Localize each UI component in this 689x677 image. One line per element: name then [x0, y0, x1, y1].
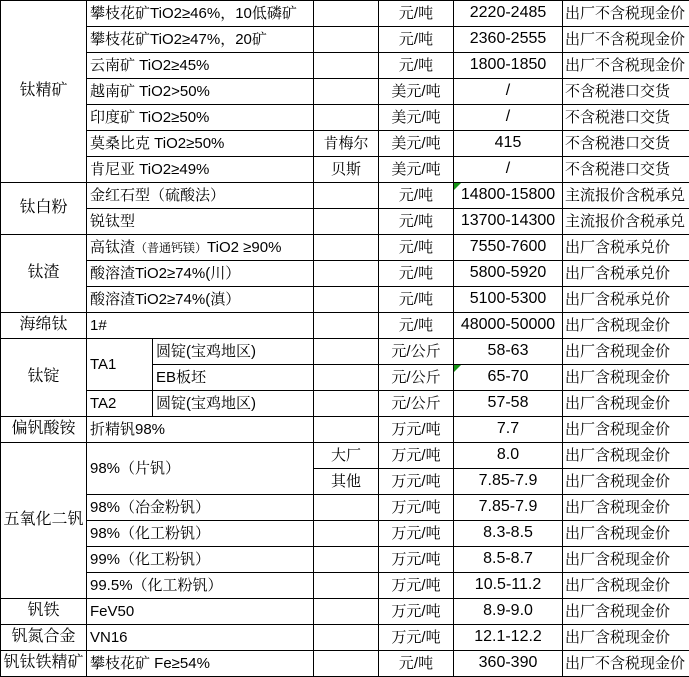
cell-location	[314, 391, 379, 417]
cell-category: 钛渣	[1, 235, 87, 313]
table-row	[1, 27, 689, 53]
cell-unit: 元/吨	[379, 1, 454, 27]
cell-subproduct: EB板坯	[153, 365, 314, 391]
cell-price: 2220-2485	[454, 1, 563, 27]
cell-location	[314, 651, 379, 677]
cell-location: 大厂	[314, 443, 379, 469]
cell-terms: 出厂含税现金价	[563, 339, 689, 365]
cell-product: 酸溶渣TiO2≥74%(川）	[87, 261, 314, 287]
cell-product: 锐钛型	[87, 209, 314, 235]
cell-location	[314, 313, 379, 339]
cell-price: 8.0	[454, 443, 563, 469]
price-value: 65-70	[487, 368, 529, 386]
cell-price	[454, 183, 563, 209]
cell-terms: 出厂不含税现金价	[563, 651, 689, 677]
cell-product: 酸溶渣TiO2≥74%(滇）	[87, 287, 314, 313]
cell-price: 8.9-9.0	[454, 599, 563, 625]
cell-location	[314, 339, 379, 365]
cell-price: 5100-5300	[454, 287, 563, 313]
cell-category: 海绵钛	[1, 313, 87, 339]
cell-category: 钒钛铁精矿	[1, 651, 87, 677]
cell-price: 10.5-11.2	[454, 573, 563, 599]
cell-location	[314, 547, 379, 573]
cell-location	[314, 495, 379, 521]
cell-unit: 元/公斤	[379, 339, 454, 365]
cell-price: 8.5-8.7	[454, 547, 563, 573]
cell-terms: 出厂不含税现金价	[563, 53, 689, 79]
cell-terms: 出厂含税现金价	[563, 495, 689, 521]
cell-product: VN16	[87, 625, 314, 651]
cell-unit: 元/吨	[379, 651, 454, 677]
cell-price: 360-390	[454, 651, 563, 677]
table-row	[1, 443, 689, 469]
cell-unit: 元/吨	[379, 27, 454, 53]
cell-product: 折精钒98%	[87, 417, 314, 443]
cell-grade: TA1	[87, 339, 153, 391]
cell-terms: 出厂含税承兑价	[563, 261, 689, 287]
table-row	[1, 157, 689, 183]
cell-product: 攀枝花矿TiO2≥47%，20矿	[87, 27, 314, 53]
cell-price	[454, 365, 563, 391]
cell-category: 钛锭	[1, 339, 87, 417]
cell-product: FeV50	[87, 599, 314, 625]
cell-unit: 美元/吨	[379, 131, 454, 157]
cell-category: 钛精矿	[1, 1, 87, 183]
cell-product: 莫桑比克 TiO2≥50%	[87, 131, 314, 157]
table-row	[1, 339, 689, 365]
cell-price: 7.85-7.9	[454, 469, 563, 495]
cell-price: /	[454, 79, 563, 105]
cell-product: 98%（冶金粉钒）	[87, 495, 314, 521]
table-row	[1, 261, 689, 287]
table-row	[1, 573, 689, 599]
cell-price: 57-58	[454, 391, 563, 417]
cell-terms: 不含税港口交货	[563, 131, 689, 157]
cell-terms: 出厂含税现金价	[563, 469, 689, 495]
cell-unit: 万元/吨	[379, 417, 454, 443]
cell-location: 贝斯	[314, 157, 379, 183]
table-row	[1, 53, 689, 79]
cell-grade: TA2	[87, 391, 153, 417]
cell-terms: 出厂不含税现金价	[563, 1, 689, 27]
table-row	[1, 313, 689, 339]
cell-terms: 出厂含税现金价	[563, 599, 689, 625]
cell-terms: 出厂含税现金价	[563, 313, 689, 339]
price-value: 14800-15800	[460, 186, 556, 204]
cell-terms: 主流报价含税承兑	[563, 209, 689, 235]
cell-unit: 元/吨	[379, 235, 454, 261]
cell-product: 印度矿 TiO2≥50%	[87, 105, 314, 131]
cell-unit: 美元/吨	[379, 79, 454, 105]
table-row	[1, 105, 689, 131]
cell-location	[314, 573, 379, 599]
cell-terms: 出厂含税承兑价	[563, 287, 689, 313]
cell-price: 415	[454, 131, 563, 157]
cell-location	[314, 1, 379, 27]
cell-price: 8.3-8.5	[454, 521, 563, 547]
cell-location	[314, 417, 379, 443]
cell-location	[314, 599, 379, 625]
cell-unit: 万元/吨	[379, 469, 454, 495]
cell-price: 12.1-12.2	[454, 625, 563, 651]
cell-product: 肯尼亚 TiO2≥49%	[87, 157, 314, 183]
cell-price: 5800-5920	[454, 261, 563, 287]
cell-price: /	[454, 105, 563, 131]
cell-location	[314, 365, 379, 391]
cell-price: 48000-50000	[454, 313, 563, 339]
cell-location: 肯梅尔	[314, 131, 379, 157]
cell-unit: 美元/吨	[379, 157, 454, 183]
table-row	[1, 547, 689, 573]
cell-category: 钒铁	[1, 599, 87, 625]
table-row	[1, 287, 689, 313]
cell-category: 偏钒酸铵	[1, 417, 87, 443]
cell-location	[314, 287, 379, 313]
cell-product: 攀枝花矿 Fe≥54%	[87, 651, 314, 677]
cell-product: 越南矿 TiO2>50%	[87, 79, 314, 105]
cell-category: 钛白粉	[1, 183, 87, 235]
cell-terms: 出厂含税现金价	[563, 521, 689, 547]
cell-unit: 元/公斤	[379, 365, 454, 391]
cell-price: 13700-14300	[454, 209, 563, 235]
cell-price: 58-63	[454, 339, 563, 365]
cell-unit: 元/吨	[379, 313, 454, 339]
cell-terms: 出厂不含税现金价	[563, 27, 689, 53]
cell-unit: 万元/吨	[379, 495, 454, 521]
cell-price: 7550-7600	[454, 235, 563, 261]
cell-price: 2360-2555	[454, 27, 563, 53]
cell-terms: 出厂含税现金价	[563, 417, 689, 443]
cell-terms: 出厂含税现金价	[563, 365, 689, 391]
cell-location	[314, 261, 379, 287]
cell-product: 云南矿 TiO2≥45%	[87, 53, 314, 79]
cell-unit: 美元/吨	[379, 105, 454, 131]
cell-price: /	[454, 157, 563, 183]
cell-unit: 元/吨	[379, 183, 454, 209]
table-row	[1, 391, 689, 417]
excel-flag-icon	[454, 365, 461, 372]
cell-terms: 出厂含税现金价	[563, 573, 689, 599]
cell-terms: 不含税港口交货	[563, 79, 689, 105]
table-row	[1, 651, 689, 677]
table-row	[1, 599, 689, 625]
cell-terms: 出厂含税现金价	[563, 391, 689, 417]
product-name: 高钛渣	[90, 238, 136, 256]
cell-product: 金红石型（硫酸法）	[87, 183, 314, 209]
table-row	[1, 1, 689, 27]
cell-category: 五氧化二钒	[1, 443, 87, 599]
table-row	[1, 417, 689, 443]
cell-location	[314, 235, 379, 261]
cell-unit: 元/公斤	[379, 391, 454, 417]
cell-product: 攀枝花矿TiO2≥46%，10低磷矿	[87, 1, 314, 27]
product-spec: TiO2 ≥90%	[207, 238, 282, 256]
cell-product: 1#	[87, 313, 314, 339]
cell-unit: 万元/吨	[379, 443, 454, 469]
table-row	[1, 235, 689, 261]
cell-category: 钒氮合金	[1, 625, 87, 651]
cell-subproduct: 圆锭(宝鸡地区)	[153, 391, 314, 417]
cell-subproduct: 圆锭(宝鸡地区)	[153, 339, 314, 365]
cell-location	[314, 521, 379, 547]
cell-price: 1800-1850	[454, 53, 563, 79]
cell-unit: 万元/吨	[379, 521, 454, 547]
cell-unit: 万元/吨	[379, 625, 454, 651]
product-note: （普通钙镁）	[135, 240, 208, 255]
table-row	[1, 521, 689, 547]
cell-product: 98%（化工粉钒）	[87, 521, 314, 547]
cell-terms: 出厂含税现金价	[563, 443, 689, 469]
cell-product: 98%（片钒）	[87, 443, 314, 495]
cell-terms: 主流报价含税承兑	[563, 183, 689, 209]
cell-location	[314, 79, 379, 105]
cell-product: 99.5%（化工粉钒）	[87, 573, 314, 599]
cell-product	[87, 235, 314, 261]
cell-location: 其他	[314, 469, 379, 495]
cell-product: 99%（化工粉钒）	[87, 547, 314, 573]
table-row	[1, 183, 689, 209]
cell-unit: 万元/吨	[379, 547, 454, 573]
cell-location	[314, 27, 379, 53]
cell-unit: 元/吨	[379, 261, 454, 287]
cell-location	[314, 53, 379, 79]
excel-flag-icon	[454, 183, 461, 190]
cell-unit: 万元/吨	[379, 573, 454, 599]
table-row	[1, 79, 689, 105]
cell-terms: 出厂含税现金价	[563, 547, 689, 573]
cell-location	[314, 105, 379, 131]
cell-terms: 不含税港口交货	[563, 157, 689, 183]
cell-terms: 不含税港口交货	[563, 105, 689, 131]
cell-terms: 出厂含税现金价	[563, 625, 689, 651]
cell-unit: 元/吨	[379, 209, 454, 235]
cell-location	[314, 209, 379, 235]
cell-price: 7.85-7.9	[454, 495, 563, 521]
table-row	[1, 209, 689, 235]
table-row	[1, 625, 689, 651]
cell-location	[314, 183, 379, 209]
cell-unit: 元/吨	[379, 53, 454, 79]
cell-unit: 万元/吨	[379, 599, 454, 625]
table-row	[1, 131, 689, 157]
cell-price: 7.7	[454, 417, 563, 443]
cell-unit: 元/吨	[379, 287, 454, 313]
cell-terms: 出厂含税承兑价	[563, 235, 689, 261]
cell-location	[314, 625, 379, 651]
table-row	[1, 495, 689, 521]
